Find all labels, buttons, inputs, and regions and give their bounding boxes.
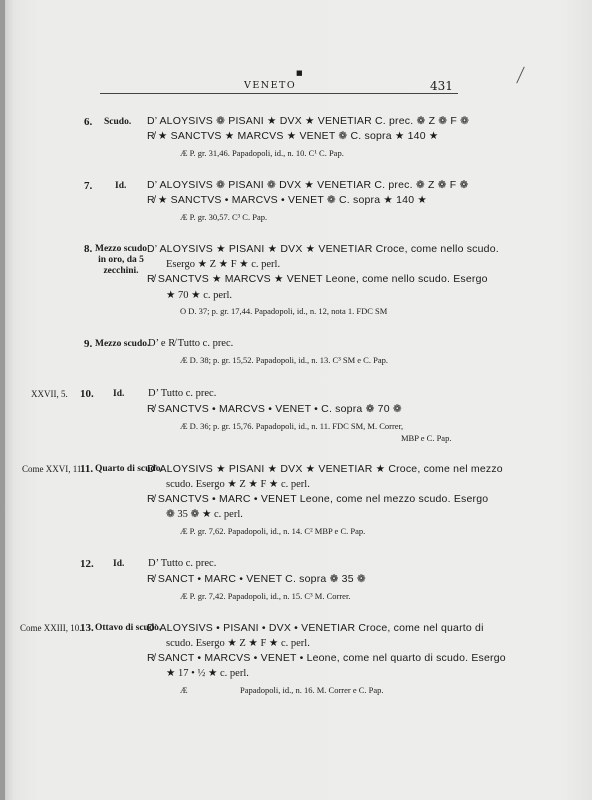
book-spine bbox=[0, 0, 5, 800]
header-rule bbox=[100, 93, 458, 94]
specimen-note: Papadopoli, id., n. 16. M. Correr e C. Pap. bbox=[240, 685, 384, 695]
reverse-legend: R̸ SANCTVS • MARC • VENET Leone, come nel mezzo scudo. Esergo bbox=[147, 493, 489, 505]
margin-pencil-mark bbox=[516, 67, 525, 84]
reverse-legend: R̸ ★ SANCTVS • MARCVS • VENET ❁ C. sopra ★ 140 ★ bbox=[147, 194, 427, 206]
entry-number: 11. bbox=[80, 463, 94, 475]
specimen-note: Æ P. gr. 30,57. C³ C. Pap. bbox=[180, 212, 268, 222]
entry-number: 9. bbox=[84, 338, 93, 350]
specimen-note: Æ P. gr. 7,62. Papadopoli, id., n. 14. C² MBP e C. Pap. bbox=[180, 526, 366, 536]
obverse-legend-cont: scudo. Esergo ★ Z ★ F ★ c. perl. bbox=[166, 638, 310, 649]
entry-number: 12. bbox=[80, 558, 94, 570]
obverse-legend: D’ ALOYSIVS ★ PISANI ★ DVX ★ VENETIAR Croce, come nello scudo. bbox=[147, 243, 499, 255]
coin-name: Id. bbox=[113, 559, 125, 569]
specimen-note: O D. 37; p. gr. 17,44. Papadopoli, id., n. 12, nota 1. FDC SM bbox=[180, 306, 388, 316]
specimen-note-cont: MBP e C. Pap. bbox=[401, 433, 452, 443]
coin-name: Id. bbox=[113, 389, 125, 399]
coin-name: Mezzo scudo. bbox=[95, 339, 150, 349]
page-number: 431 bbox=[430, 79, 453, 93]
specimen-note: Æ D. 36; p. gr. 15,76. Papadopoli, id., n. 11. FDC SM, M. Correr, bbox=[180, 421, 404, 431]
reverse-legend: R̸ SANCT • MARC • VENET C. sopra ❁ 35 ❁ bbox=[147, 573, 366, 585]
reverse-legend: R̸ ★ SANCTVS ★ MARCVS ★ VENET ❁ C. sopra ★ 140 ★ bbox=[147, 130, 439, 142]
header-ornament: ■ bbox=[296, 69, 303, 77]
specimen-note: Æ P. gr. 31,46. Papadopoli, id., n. 10. C¹ C. Pap. bbox=[180, 148, 344, 158]
coin-name: Quarto di scudo. bbox=[95, 464, 163, 474]
metal-symbol: Æ bbox=[180, 685, 188, 695]
reverse-legend: R̸ SANCTVS ★ MARCVS ★ VENET Leone, come nello scudo. Esergo bbox=[147, 273, 488, 285]
reverse-legend: R̸ SANCT • MARCVS • VENET • Leone, come nel quarto di scudo. Esergo bbox=[147, 652, 506, 664]
obverse-legend: D’ Tutto c. prec. bbox=[148, 558, 217, 569]
specimen-note: Æ D. 38; p. gr. 15,52. Papadopoli, id., n. 13. C³ SM e C. Pap. bbox=[180, 355, 388, 365]
reverse-legend: R̸ SANCTVS • MARCVS • VENET • C. sopra ❁ 70 ❁ bbox=[147, 403, 402, 415]
coin-name: Ottavo di scudo. bbox=[95, 623, 162, 633]
obverse-legend-cont: Esergo ★ Z ★ F ★ c. perl. bbox=[166, 259, 281, 270]
reverse-legend-cont: ★ 17 • ½ ★ c. perl. bbox=[166, 668, 249, 679]
coin-name: Scudo. bbox=[104, 117, 132, 127]
obverse-legend: D’ ALOYSIVS ❁ PISANI ❁ DVX ★ VENETIAR C. prec. ❁ Z ❁ F ❁ bbox=[147, 179, 469, 191]
entry-number: 8. bbox=[84, 243, 93, 255]
obverse-legend: D’ ALOYSIVS ★ PISANI ★ DVX ★ VENETIAR ★ Croce, come nel mezzo bbox=[147, 463, 503, 475]
specimen-note: Æ P. gr. 7,42. Papadopoli, id., n. 15. C³ M. Correr. bbox=[180, 591, 351, 601]
reverse-legend-cont: ★ 70 ★ c. perl. bbox=[166, 290, 233, 301]
entry-number: 7. bbox=[84, 180, 93, 192]
obverse-legend: D’ ALOYSIVS • PISANI • DVX • VENETIAR Croce, come nel quarto di bbox=[147, 622, 484, 634]
running-header: VENETO bbox=[244, 80, 297, 91]
obverse-legend-cont: scudo. Esergo ★ Z ★ F ★ c. perl. bbox=[166, 479, 310, 490]
obverse-legend: D’ e R̸ Tutto c. prec. bbox=[148, 338, 234, 349]
coin-name: Id. bbox=[115, 181, 127, 191]
plate-reference: XXVII, 5. bbox=[31, 389, 68, 399]
entry-number: 13. bbox=[80, 622, 94, 634]
entry-number: 6. bbox=[84, 116, 93, 128]
plate-reference: Come XXIII, 10. bbox=[20, 623, 82, 633]
entry-number: 10. bbox=[80, 388, 94, 400]
coin-name: Mezzo scudo in oro, da 5 zecchini. bbox=[95, 244, 147, 276]
plate-reference: Come XXVI, 11. bbox=[22, 464, 84, 474]
obverse-legend: D’ ALOYSIVS ❁ PISANI ★ DVX ★ VENETIAR C. prec. ❁ Z ❁ F ❁ bbox=[147, 115, 470, 127]
reverse-legend-cont: ❁ 35 ❁ ★ c. perl. bbox=[166, 509, 243, 520]
obverse-legend: D’ Tutto c. prec. bbox=[148, 388, 217, 399]
